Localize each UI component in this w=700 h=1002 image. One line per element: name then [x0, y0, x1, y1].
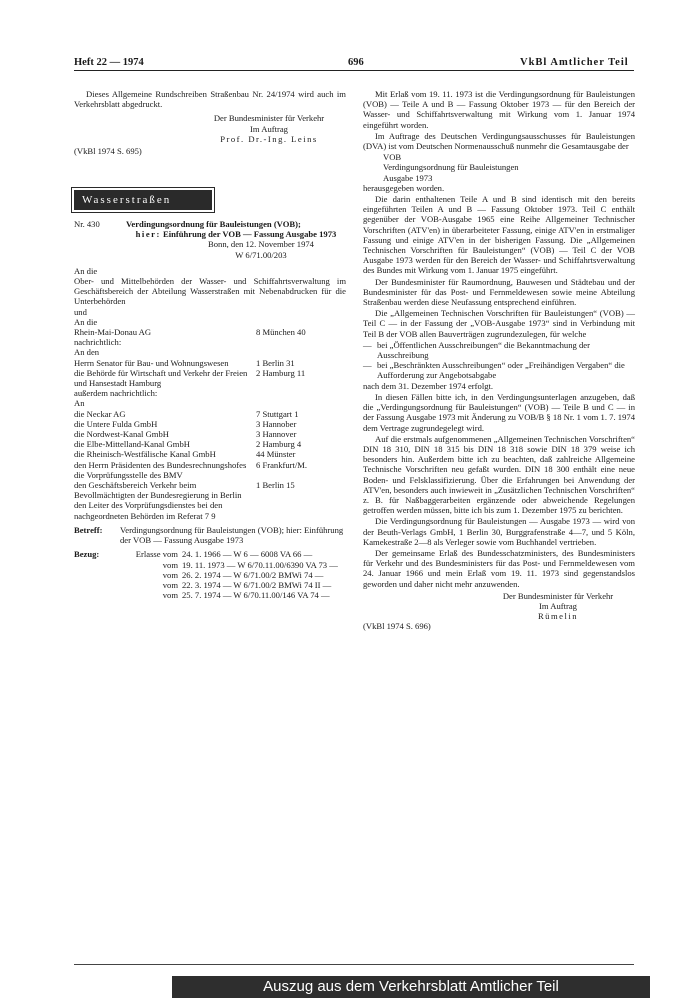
company-name: die Elbe-Mittelland-Kanal GmbH: [74, 439, 190, 450]
paragraph: Der gemeinsame Erlaß des Bundesschatzministers, des Bundesministers für Verkehr und des Bundesministers für das Post- und Fernmeldewesen vom 24. Januar 1966 und mein Erlaß vom 19. 11. 1973 sind gegenstandslos geworden und daher nicht mehr anzuwenden.: [363, 547, 635, 589]
list-item: — bei „Öffentlichen Ausschreibungen“ die Bekanntmachung der Ausschreibung: [363, 340, 635, 360]
paragraph: Die Verdingungsordnung für Bauleistungen — Ausgabe 1973 — wird von der Beuth-Verlags GmbH, 1 Berlin 30, Burggrafenstraße 4—7, und 5 Köln, Kamekestraße 2—8 als Verleger sowie vom Buchhandel vertrieben.: [363, 516, 635, 547]
company-location: [256, 500, 346, 520]
list-item: [74, 449, 346, 459]
bezug-prefix: vom: [162, 590, 178, 601]
article-left: [74, 219, 346, 600]
bezug-prefix: vom: [162, 559, 178, 570]
source-ref: (VkBl 1974 S. 696): [363, 621, 431, 632]
bullet-text: bei „Öffentlichen Ausschreibungen“ die Bekanntmachung der Ausschreibung: [377, 339, 590, 361]
right-signature: [363, 591, 635, 622]
paragraph: Auf die erstmals aufgenommenen „Allgemeinen Technischen Vorschriften“ DIN 18 310, DIN 18 315 bis DIN 18 318 sowie DIN 18 379 weise ich besonders hin. Außerdem bitte ich zu beachten, daß zahlreiche Allgemeine Technische Vorschriften neu gefaßt wurden. DIN 18 300 enthält eine neue Boden- und Felsklassifizierung. Über die Erfahrungen bei Anwendung der ATV'en, besonders auch inwieweit in „Zusätzlichen Technischen Vorschriften“ z. B. für Naßbaggerarbeiten ergänzende oder abweichende Regelungen getroffen werden müssen, bitte ich bis zum 1. Dezember 1975 zu berichten.: [363, 433, 635, 516]
addressee-main: Ober- und Mittelbehörden der Wasser- und Schiffahrtsverwaltung im Geschäftsbereich der Abteilung Wasserstraßen mit Nebenabdrucken für die Unterbehörden: [74, 276, 346, 307]
bezug-value: 25. 7. 1974 — W 6/70.11.00/146 VA 74 —: [182, 590, 330, 601]
list-item: [74, 500, 346, 520]
signature-name: Prof. Dr.-Ing. Leins: [220, 133, 318, 144]
betreff-label: Betreff:: [74, 524, 103, 535]
an-die-label-2: An die: [74, 316, 98, 327]
vob-title-block: [363, 152, 635, 183]
article-place-date: Bonn, den 12. November 1974: [208, 239, 314, 250]
bezug-label: Bezug:: [74, 549, 100, 560]
nachrichtlich-label: nachrichtlich:: [74, 337, 122, 348]
addressee-location: 1 Berlin 31: [256, 357, 295, 368]
article-subtitle-prefix: hier:: [135, 229, 161, 240]
bezug-prefix: vom: [162, 579, 178, 590]
addressee-row: [74, 358, 346, 368]
betreff-block: [74, 525, 346, 545]
company-list: [74, 409, 346, 521]
list-item: [74, 429, 346, 439]
paragraph: Der Bundesminister für Raumordnung, Bauwesen und Städtebau und der Bundesminister für das Post- und Fernmeldewesen sowie meine Abteilung Straßenbau werden diese Neufassung entsprechend einführen.: [363, 276, 635, 308]
addressee-location: 2 Hamburg 11: [256, 367, 306, 378]
company-location: [256, 470, 346, 480]
issue-label: Heft 22 — 1974: [74, 57, 144, 68]
an-label: An: [74, 398, 85, 409]
an-die-label: An die: [74, 265, 98, 276]
list-item: [74, 419, 346, 429]
company-name: den Herrn Präsidenten des Bundesrechnungshofes: [74, 459, 247, 470]
bezug-line: [120, 570, 346, 580]
bezug-line: [120, 590, 346, 600]
paragraph: Die darin enthaltenen Teile A und B sind identisch mit den bereits eingeführten Teilen A und B — Fassung Oktober 1973. Teil C enthält gegenüber der VOB-Ausgabe 1965 eine Reihe Allgemeiner Technischer Vorschriften (ATV'en) in überarbeiteter Fassung, einige ATV'en in erstmaliger Fassung und einige ATV'en in der bisherigen Fassung. Die „Allgemeinen Technischen Vorschriften für Bauleistungen“ (VOB) — Teil C der VOB Ausgabe 1973 werden für den Bereich der Wasser- und Schiffahrtsverwaltung des Bundes mit Wirkung vom 1. Januar 1975 eingeführt.: [363, 194, 635, 276]
section-title: Wasserstraßen: [74, 190, 212, 210]
source-ref: (VkBl 1974 S. 695): [74, 146, 142, 157]
article-subtitle: Einführung der VOB — Fassung Ausgabe 1973: [162, 229, 337, 240]
company-name: die Vorprüfungsstelle des BMV: [74, 469, 183, 480]
paragraph: herausgegeben worden.: [363, 182, 445, 193]
company-location: 6 Frankfurt/M.: [256, 459, 308, 470]
company-location: 7 Stuttgart 1: [256, 408, 299, 419]
list-item: [74, 480, 346, 500]
article-number: Nr. 430: [74, 219, 100, 229]
article-title: Verdingungsordnung für Bauleistungen (VOB);: [126, 219, 301, 229]
company-name: die Untere Fulda GmbH: [74, 418, 158, 429]
addressee-name: Herrn Senator für Bau- und Wohnungswesen: [74, 357, 229, 368]
ausserdem-label: außerdem nachrichtlich:: [74, 388, 158, 399]
company-location: 3 Hannover: [256, 429, 297, 440]
paragraph: In diesen Fällen bitte ich, in den Verdingungsunterlagen anzugeben, daß die „Verdingungsordnung für Bauleistungen“ (VOB) — Teile B und C — in der Fassung Ausgabe 1973 mit Änderung zu VOB/B § 18 Nr. 1 vom 1. 7. 1974 dem Vertrage zugrundegelegt wird.: [363, 391, 635, 433]
company-location: 2 Hamburg 4: [256, 439, 302, 450]
publication-label: VkBl Amtlicher Teil: [520, 57, 629, 68]
list-item: — bei „Beschränkten Ausschreibungen“ oder „Freihändigen Vergaben“ die Aufforderung zur Angebotsabgabe: [363, 360, 635, 380]
company-name: die Neckar AG: [74, 408, 126, 419]
addressee-name: Rhein-Mai-Donau AG: [74, 327, 152, 338]
addressee-row: [74, 327, 346, 337]
bullet-text: bei „Beschränkten Ausschreibungen“ oder „Freihändigen Vergaben“ die Aufforderung zur Angebotsabgabe: [377, 360, 625, 381]
betreff-text: Verdingungsordnung für Bauleistungen (VOB); hier: Einführung der VOB — Fassung Ausgabe 1973: [120, 524, 344, 546]
vob-line: VOB: [383, 152, 402, 163]
top-notice-text: Dieses Allgemeine Rundschreiben Straßenbau Nr. 24/1974 wird auch im Verkehrsblatt abgedruckt.: [74, 89, 346, 110]
list-item: [74, 409, 346, 419]
vob-line: Verdingungsordnung für Bauleistungen: [383, 162, 519, 173]
list-item: [74, 470, 346, 480]
an-den-label: An den: [74, 347, 100, 358]
footer-divider: [74, 964, 634, 965]
bezug-line: [120, 549, 346, 559]
addressee-name: die Behörde für Wirtschaft und Verkehr der Freien und Hansestadt Hamburg: [74, 367, 248, 389]
paragraph: nach dem 31. Dezember 1974 erfolgt.: [363, 380, 494, 391]
und-label: und: [74, 306, 87, 317]
bezug-line: [120, 580, 346, 590]
bezug-value: 19. 11. 1973 — W 6/70.11.00/6390 VA 73 —: [182, 559, 338, 570]
bezug-prefix: Erlasse vom: [135, 549, 178, 560]
company-location: 3 Hannober: [256, 418, 297, 429]
signature-line: Im Auftrag: [539, 600, 577, 611]
bezug-prefix: vom: [162, 569, 178, 580]
company-name: den Leiter des Vorprüfungsdienstes bei den nachgeordneten Behörden im Referat 7 9: [74, 500, 223, 521]
paragraph: Die „Allgemeinen Technischen Vorschriften für Bauleistungen“ (VOB) — Teil C — in der Fassung der „VOB-Ausgabe 1973“ sind in Verbindung mit Teil B der VOB allen Bauverträgen zugrundezulegen, für welche: [363, 308, 635, 339]
footer-banner: Auszug aus dem Verkehrsblatt Amtlicher Teil: [172, 976, 650, 998]
addressee-location: 8 München 40: [256, 327, 306, 338]
bezug-value: 22. 3. 1974 — W 6/71.00/2 BMWi 74 II —: [182, 579, 332, 590]
article-right: [363, 89, 635, 632]
company-location: 44 Münster: [256, 449, 296, 460]
company-name: den Geschäftsbereich Verkehr beim Bevollmächtigten der Bundesregierung in Berlin: [74, 480, 242, 501]
addressee-row: [74, 368, 346, 388]
company-name: die Nordwest-Kanal GmbH: [74, 429, 169, 440]
top-notice: [74, 89, 346, 156]
list-item: [74, 439, 346, 449]
signature-line: Im Auftrag: [250, 123, 288, 134]
article-file-ref: W 6/71.00/203: [235, 249, 287, 260]
bezug-line: [120, 560, 346, 570]
bezug-value: 24. 1. 1966 — W 6 — 6008 VA 66 —: [182, 549, 313, 560]
signature-name: Rümelin: [537, 611, 579, 622]
paragraph: Im Auftrage des Deutschen Verdingungsausschusses für Bauleistungen (DVA) ist vom Deutschen Normenausschuß nunmehr die Gesamtausgabe der: [363, 130, 635, 152]
company-location: 1 Berlin 15: [256, 480, 295, 491]
signature-line: Der Bundesminister für Verkehr: [502, 590, 614, 601]
page-number: 696: [348, 57, 364, 68]
signature-line: Der Bundesminister für Verkehr: [213, 113, 325, 124]
list-item: [74, 460, 346, 470]
header-divider: [74, 70, 634, 71]
paragraph: Mit Erlaß vom 19. 11. 1973 ist die Verdingungsordnung für Bauleistungen (VOB) — Teile A und B — Fassung Oktober 1973 — für den Bereich der Wasser- und Schiffahrtsverwaltung mit Wirkung vom 1. Januar 1974 eingeführt worden.: [363, 89, 635, 130]
bezug-block: [74, 549, 346, 600]
top-notice-signature: [74, 113, 346, 144]
article-heading: [74, 219, 346, 260]
company-name: die Rheinisch-Westfälische Kanal GmbH: [74, 449, 216, 460]
vob-line: Ausgabe 1973: [383, 172, 433, 183]
bezug-value: 26. 2. 1974 — W 6/71.00/2 BMWi 74 —: [182, 569, 324, 580]
